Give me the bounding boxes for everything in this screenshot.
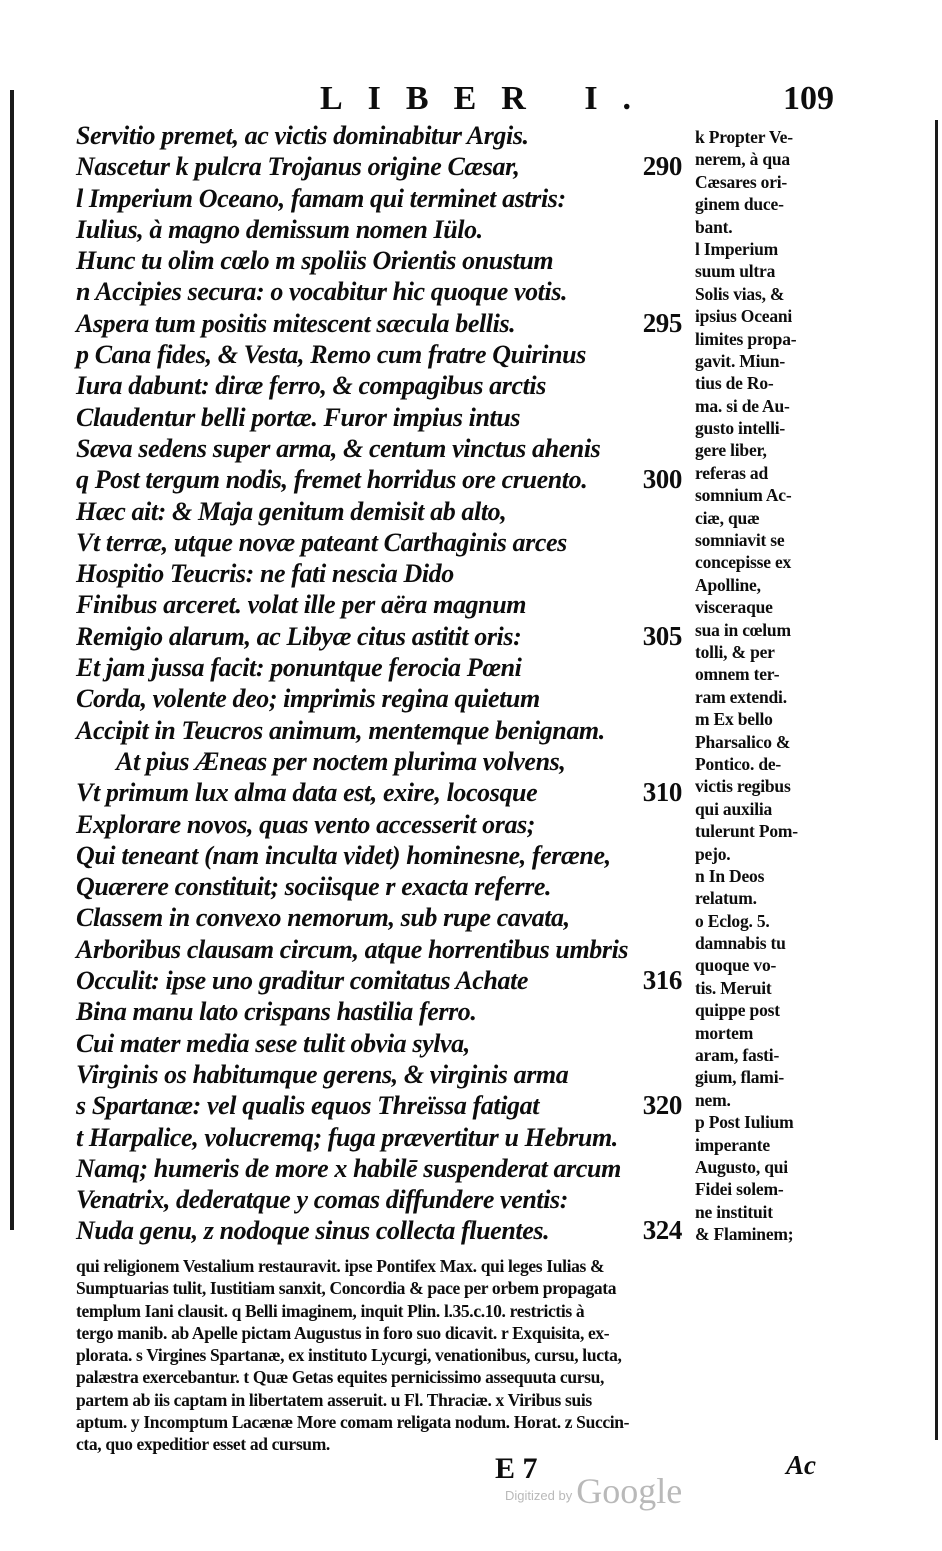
verse-text: Sæva sedens super arma, & centum vinctus ahenis [76, 433, 601, 463]
digitization-watermark [505, 1470, 682, 1512]
gloss-line: gavit. Miun- [695, 350, 785, 371]
verse-text: Hospitio Teucris: ne fati nescia Dido [76, 559, 454, 589]
gloss-line: ne instituit [695, 1201, 773, 1222]
verse-line [76, 183, 688, 214]
verse-line [76, 1028, 688, 1059]
verse-text: Arboribus clausam circum, atque horrentibus umbris [76, 934, 629, 964]
verse-text: Accipit in Teucros animum, mentemque benignam. [76, 715, 605, 745]
verse-text: l Imperium Oceano, famam qui terminet astris: [76, 183, 566, 213]
verse-text: Explorare novos, quas vento accesserit oras; [76, 809, 536, 839]
footnote-line: Sumptuarias tulit, Iustitiam sanxit, Concordia & pace per orbem propagata [76, 1278, 617, 1299]
footnote-line: plorata. s Virgines Spartanæ, ex instituto Lycurgi, venationibus, cursu, lucta, [76, 1345, 622, 1366]
gloss-line: ginem duce- [695, 194, 784, 215]
gloss-line: Pontico. de- [695, 753, 782, 774]
verse-line [76, 1122, 688, 1153]
verse-text: Vt terræ, utque novæ pateant Carthaginis arces [76, 527, 567, 557]
verse-number: 290 [642, 151, 682, 182]
catchword: Ac [786, 1450, 816, 1480]
verse-text: Corda, volente deo; imprimis regina quietum [76, 684, 540, 714]
gloss-line: sua in cœlum [695, 619, 791, 640]
verse-line [76, 715, 688, 746]
gloss-line: somniavit se [695, 530, 785, 551]
gloss-line: Cæsares ori- [695, 171, 788, 192]
gloss-line: somnium Ac- [695, 485, 792, 506]
gloss-line: bant. [695, 216, 733, 237]
verse-line [76, 1059, 688, 1090]
verse-text: Venatrix, dederatque y comas diffundere ventis: [76, 1185, 569, 1215]
verse-line [76, 809, 688, 840]
verse-number: 316 [642, 965, 682, 996]
signature-mark: E 7 [495, 1452, 538, 1485]
gloss-line: ram extendi. [695, 686, 787, 707]
verse-number: 320 [642, 1090, 682, 1121]
footnotes [76, 1255, 836, 1456]
verse-text: s Spartanæ: vel qualis equos Threïssa fatigat [76, 1091, 540, 1121]
gloss-line: o Eclog. 5. [695, 910, 770, 931]
gloss-line: tulerunt Pom- [695, 821, 798, 842]
verse-text: Servitio premet, ac victis dominabitur Argis. [76, 121, 529, 150]
page-number: 109 [783, 80, 834, 117]
verse-line [76, 245, 688, 276]
left-margin-rule [10, 90, 14, 1230]
verse-text: Bina manu lato crispans hastilia ferro. [76, 997, 477, 1027]
verse-text: Nascetur k pulcra Trojanus origine Cæsar, [76, 152, 520, 182]
verse-text: Claudentur belli portæ. Furor impius intus [76, 402, 521, 432]
verse-text: At pius Æneas per noctem plurima volvens, [116, 746, 566, 776]
gloss-line: ciæ, quæ [695, 507, 760, 528]
footnote-line: tergo manib. ab Apelle pictam Augustus in foro suo dicavit. r Exquisita, ex- [76, 1322, 610, 1343]
gloss-line: relatum. [695, 888, 757, 909]
verse-text: Classem in convexo nemorum, sub rupe cavata, [76, 903, 570, 933]
verse-text: Nuda genu, z nodoque sinus collecta fluentes. [76, 1216, 550, 1246]
verse-number: 310 [642, 777, 682, 808]
verse-line [76, 339, 688, 370]
gloss-line: tis. Meruit [695, 977, 772, 998]
gloss-line: p Post Iulium [695, 1112, 794, 1133]
verse-line [76, 120, 688, 151]
gloss-line: k Propter Ve- [695, 127, 793, 147]
verse-text: Hunc tu olim cœlo m spoliis Orientis onustum [76, 246, 554, 276]
verse-text: Quærere constituit; sociisque r exacta referre. [76, 872, 552, 902]
gloss-line: suum ultra [695, 261, 776, 282]
gloss-line: qui auxilia [695, 798, 773, 819]
gloss-line: ipsius Oceani [695, 306, 793, 327]
verse-line [76, 1215, 688, 1246]
verse-line [76, 151, 688, 182]
gloss-line: Fidei solem- [695, 1179, 784, 1200]
verse-number: 300 [642, 464, 682, 495]
gloss-line: tolli, & per [695, 641, 775, 662]
verse-line [76, 1090, 688, 1121]
verse-line [76, 1184, 688, 1215]
gloss-line: Apolline, [695, 574, 761, 595]
gloss-line: l Imperium [695, 238, 779, 259]
footnote-line: cta, quo expeditior esset ad cursum. [76, 1434, 330, 1455]
page-header [0, 80, 942, 120]
verse-text: n Accipies secura: o vocabitur hic quoque votis. [76, 277, 568, 307]
verse-line [76, 402, 688, 433]
verse-text: Namq; humeris de more x habilē suspenderat arcum [76, 1153, 621, 1183]
verse-line [76, 840, 688, 871]
verse-line [76, 746, 688, 777]
gloss-line: Augusto, qui [695, 1156, 788, 1177]
footnote-line: aptum. y Incomptum Lacænæ More comam religata nodum. Horat. z Succin- [76, 1412, 630, 1433]
verse-line [76, 902, 688, 933]
gloss-line: nem. [695, 1089, 731, 1110]
gloss-line: visceraque [695, 597, 773, 618]
gloss-line: concepisse ex [695, 552, 792, 573]
gloss-line: quippe post [695, 1000, 780, 1021]
verse-text: q Post tergum nodis, fremet horridus ore cruento. [76, 465, 588, 495]
verse-line [76, 527, 688, 558]
verse-line [76, 996, 688, 1027]
verse-line [76, 683, 688, 714]
verse-number: 305 [642, 620, 682, 651]
verse-text: Iulius, à magno demissum nomen Iülo. [76, 214, 483, 244]
gloss-line: omnem ter- [695, 664, 780, 685]
verse-line [76, 1153, 688, 1184]
gloss-line: gusto intelli- [695, 418, 786, 439]
verse-column [76, 120, 688, 1247]
verse-line [76, 433, 688, 464]
footnote-line: templum Iani clausit. q Belli imaginem, inquit Plin. l.35.c.10. restrictis à [76, 1300, 585, 1321]
verse-text: p Cana fides, & Vesta, Remo cum fratre Quirinus [76, 340, 586, 370]
gloss-line: tius de Ro- [695, 373, 774, 394]
gloss-line: & Flaminem; [695, 1224, 794, 1245]
verse-line [76, 589, 688, 620]
google-logo: Google [576, 1471, 683, 1511]
gloss-line: pejo. [695, 843, 731, 864]
verse-line [76, 621, 688, 652]
verse-line [76, 558, 688, 589]
verse-line [76, 276, 688, 307]
running-title: LIBER I. [320, 80, 657, 117]
verse-number: 324 [642, 1215, 682, 1246]
verse-line [76, 464, 688, 495]
footnote-line: palæstra exercebantur. t Quæ Getas equites pernicissimo assequuta cursu, [76, 1367, 604, 1388]
gloss-line: damnabis tu [695, 933, 786, 954]
footnote-line: partem ab iis captam in libertatem asseruit. u Fl. Thraciæ. x Viribus suis [76, 1389, 592, 1410]
verse-text: Finibus arceret. volat ille per aëra magnum [76, 590, 527, 620]
verse-text: Qui teneant (nam inculta videt) hominesne, feræne, [76, 840, 611, 870]
verse-line [76, 965, 688, 996]
gloss-line: quoque vo- [695, 955, 777, 976]
gloss-line: nerem, à qua [695, 149, 790, 170]
verse-line [76, 214, 688, 245]
verse-line [76, 777, 688, 808]
watermark-caption: Digitized by [505, 1488, 573, 1503]
verse-text: Iura dabunt: diræ ferro, & compagibus arctis [76, 371, 546, 401]
gloss-line: Pharsalico & [695, 731, 791, 752]
verse-line [76, 871, 688, 902]
verse-text: Cui mater media sese tulit obvia sylva, [76, 1028, 470, 1058]
verse-line [76, 370, 688, 401]
gloss-line: limites propa- [695, 328, 797, 349]
verse-line [76, 496, 688, 527]
verse-text: Hæc ait: & Maja genitum demisit ab alto, [76, 496, 507, 526]
gloss-line: m Ex bello [695, 709, 773, 730]
verse-text: t Harpalice, volucremq; fuga prævertitur u Hebrum. [76, 1122, 618, 1152]
marginal-gloss [695, 126, 845, 1246]
verse-text: Aspera tum positis mitescent sæcula bellis. [76, 308, 516, 338]
verse-line [76, 308, 688, 339]
gloss-line: victis regibus [695, 776, 791, 797]
verse-text: Vt primum lux alma data est, exire, locosque [76, 778, 538, 808]
gloss-line: aram, fasti- [695, 1045, 780, 1066]
gloss-line: gere liber, [695, 440, 767, 461]
verse-number: 295 [642, 307, 682, 338]
gloss-line: imperante [695, 1134, 770, 1155]
verse-text: Virginis os habitumque gerens, & virginis arma [76, 1059, 569, 1089]
verse-text: Et jam jussa facit: ponuntque ferocia Pœni [76, 653, 522, 683]
verse-line [76, 652, 688, 683]
gloss-line: gium, flami- [695, 1067, 784, 1088]
gloss-line: n In Deos [695, 865, 765, 886]
verse-text: Remigio alarum, ac Libyæ citus astitit oris: [76, 621, 522, 651]
gloss-line: referas ad [695, 462, 768, 483]
gloss-line: mortem [695, 1022, 754, 1043]
verse-text: Occulit: ipse uno graditur comitatus Achate [76, 966, 529, 996]
gloss-line: ma. si de Au- [695, 395, 790, 416]
right-margin-rule [935, 120, 938, 1440]
footnote-line: qui religionem Vestalium restauravit. ipse Pontifex Max. qui leges Iulias & [76, 1256, 605, 1276]
verse-line [76, 934, 688, 965]
gloss-line: Solis vias, & [695, 283, 785, 304]
